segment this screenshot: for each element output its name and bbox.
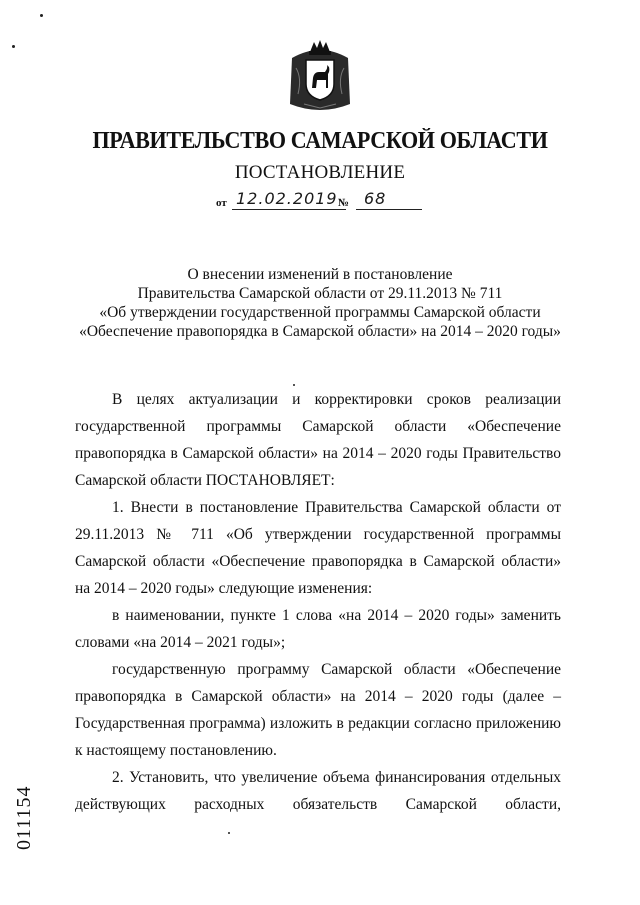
date-underline: [232, 209, 346, 210]
body-paragraph: В целях актуализации и корректировки сроков реализации государственной программы Самарской области «Обеспечение правопорядка в Самарской области» на 2014 – 2020 годы Правительство Самарской области ПОСТАНОВЛЯЕТ:: [75, 391, 561, 489]
body-paragraph: 1. Внести в постановление Правительства Самарской области от 29.11.2013 № 711 «Об утверждении государственной программы Самарской области «Обеспечение правопорядка в Самарской области» на 2014 – 2020 годы» следующие изменения:: [75, 499, 561, 597]
body-paragraph: государственную программу Самарской области «Обеспечение правопорядка в Самарской области» на 2014 – 2020 годы (далее – Государственная программа) изложить в редакции согласно приложению к настоящему постановлению.: [75, 661, 561, 759]
margin-serial-number: 011154: [13, 785, 35, 850]
body-paragraph: 2. Установить, что увеличение объема финансирования отдельных действующих расходных обязательств Самарской области,: [75, 769, 561, 813]
scan-speck: [228, 832, 230, 834]
date-number-line: [214, 188, 444, 214]
number-underline: [356, 209, 422, 210]
body-paragraph: в наименовании, пункте 1 слова «на 2014 – 2020 годы» заменить словами «на 2014 – 2021 годы»;: [75, 607, 561, 651]
government-title: ПРАВИТЕЛЬСТВО САМАРСКОЙ ОБЛАСТИ: [92, 128, 548, 154]
handwritten-date: 12.02.2019: [236, 189, 338, 208]
scan-speck: [12, 45, 15, 48]
document-body: [75, 386, 561, 818]
subject-line: «Об утверждении государственной программы Самарской области: [99, 304, 541, 321]
subject-line: Правительства Самарской области от 29.11.2013 № 711: [137, 285, 503, 302]
document-subject: [60, 265, 580, 341]
coat-of-arms-icon: [284, 38, 356, 114]
scan-speck: [40, 14, 43, 17]
subject-line: «Обеспечение правопорядка в Самарской области» на 2014 – 2020 годы»: [79, 323, 561, 340]
document-type: ПОСТАНОВЛЕНИЕ: [234, 162, 406, 183]
number-label: №: [338, 197, 350, 209]
subject-line: О внесении изменений в постановление: [187, 266, 453, 283]
handwritten-number: 68: [364, 189, 387, 208]
date-from-label: от: [216, 197, 227, 209]
